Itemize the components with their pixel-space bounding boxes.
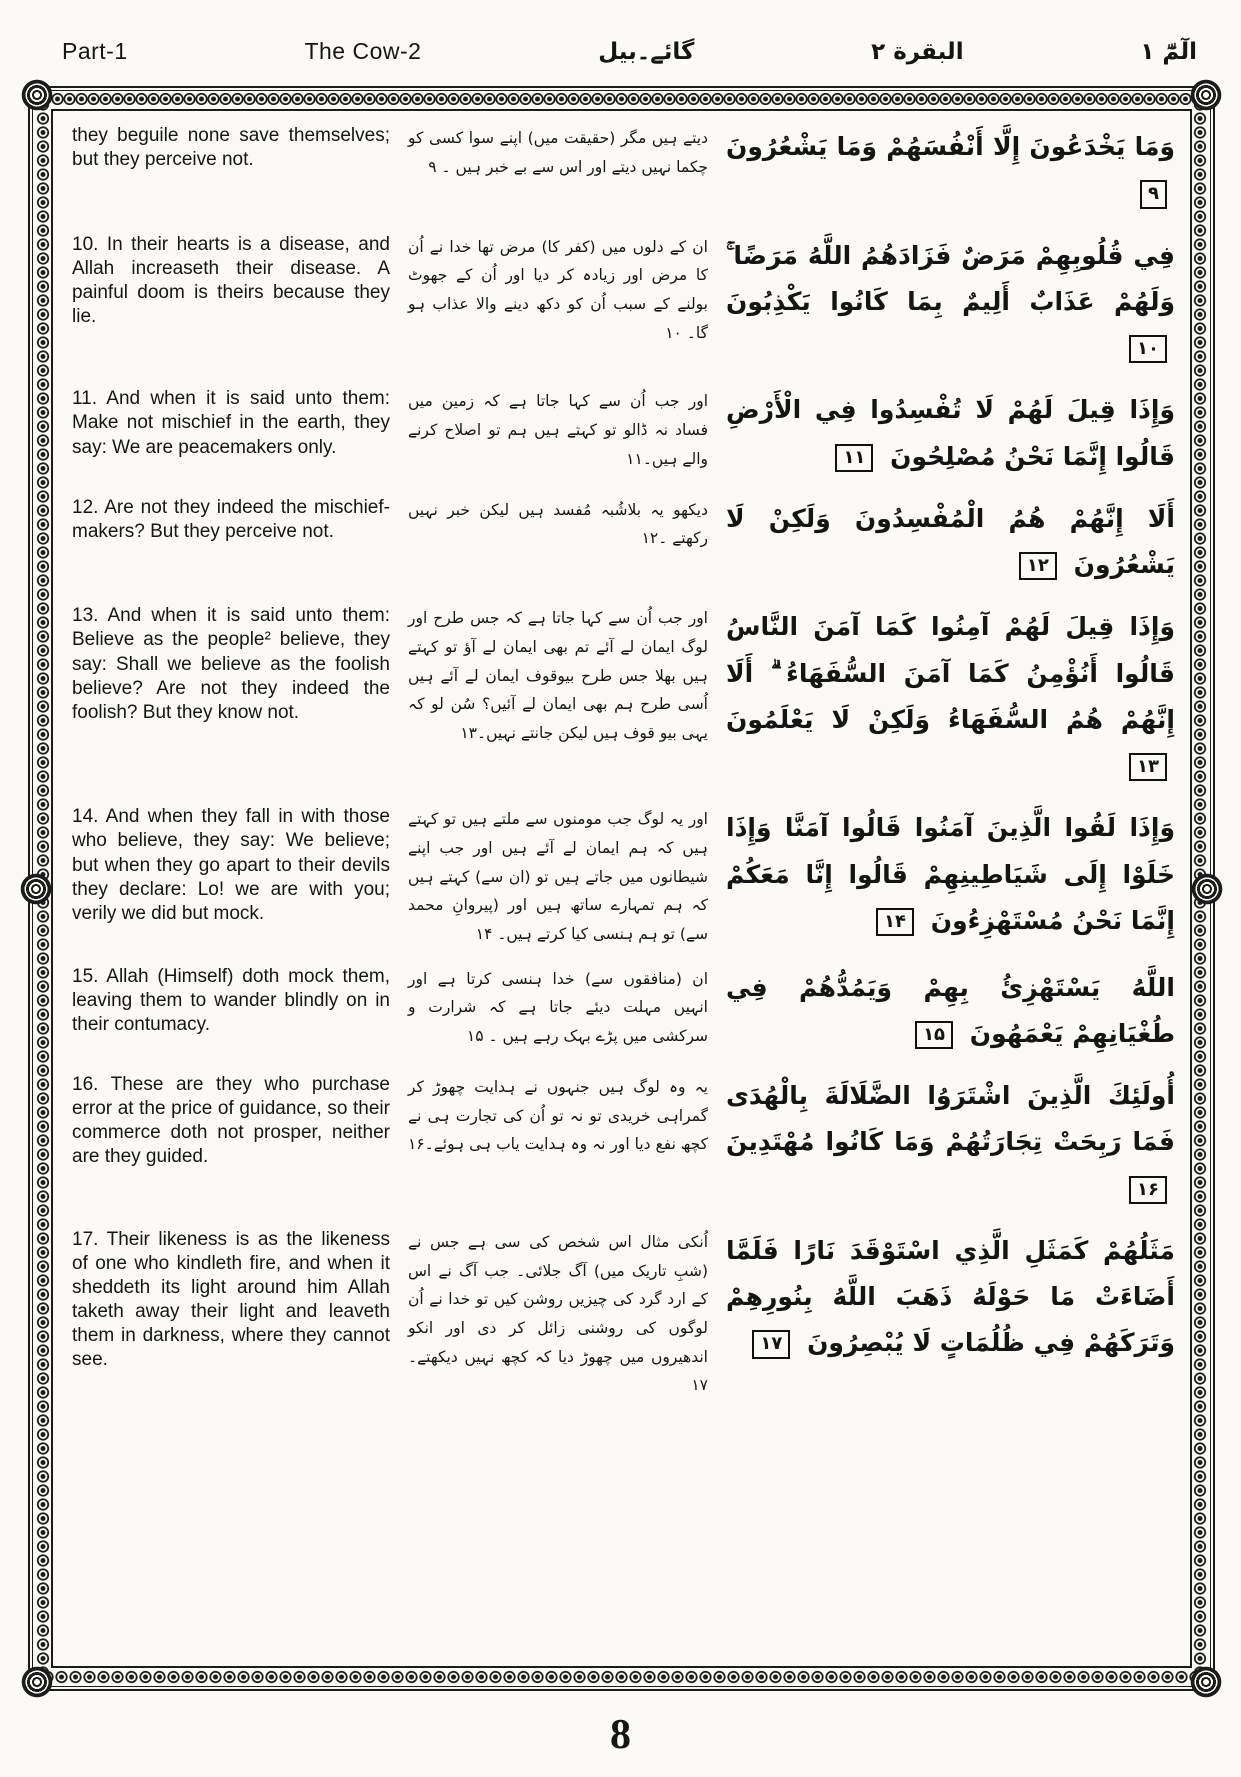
verses-content <box>64 118 1179 1663</box>
verse-number-box: ۱۱ <box>835 444 873 472</box>
part-label: Part-1 <box>62 38 128 64</box>
arabic-verse-words: أَلَا إِنَّهُمْ هُمُ الْمُفْسِدُونَ وَلَكِنْ لَا يَشْعُرُونَ <box>726 503 1175 579</box>
verse-arabic-text <box>726 965 1175 1058</box>
verse-arabic-text <box>726 233 1175 372</box>
arabic-verse-words: وَإِذَا قِيلَ لَهُمْ لَا تُفْسِدُوا فِي الْأَرْضِ قَالُوا إِنَّمَا نَحْنُ مُصْلِحُونَ <box>726 395 1175 471</box>
surah-title-arabic: البقرة ٢ <box>871 39 964 65</box>
verse-english-text: 16. These are they who purchase error at the price of guidance, so their commerce doth not prosper, neither are they guided. <box>72 1074 390 1168</box>
verse-number-box: ۱۵ <box>915 1021 953 1049</box>
verse-english-text: 14. And when they fall in with those who believe, they say: We believe; but when they go apart to their devils they declare: Lo! we are with you; verily we did but mock. <box>72 806 390 924</box>
verse-english-text: 12. Are not they indeed the mischief-makers? But they perceive not. <box>72 496 390 542</box>
page-number: 8 <box>610 1712 631 1758</box>
verse-urdu-text: یہ وہ لوگ ہیں جنہوں نے ہدایت چھوڑ کر گمراہی خریدی تو نہ تو اُن کی تجارت ہی نے کچھ نفع دیا اور نہ وہ ہدایت یاب ہی ہوئے۔۱۶ <box>407 1078 708 1154</box>
rosette-icon <box>21 1666 53 1698</box>
verse-row-10 <box>68 233 1175 372</box>
verse-urdu-text: اور جب اُن سے کہا جاتا ہے کہ جس طرح اور لوگ ایمان لے آئے تم بھی ایمان لے آؤ تو کہتے ہیں بھلا جس طرح بیوقوف ایمان لے آئے ہیں اُسی طرح ہم بھی ایمان لے آئیں؟ سُن لو کہ یہی بیو قوف ہیں لیکن جانتے نہیں۔۱۳ <box>408 609 708 742</box>
rosette-icon <box>1191 873 1223 905</box>
verse-number-box: ۱۴ <box>876 908 914 936</box>
verse-number-box: ۱۶ <box>1129 1176 1167 1204</box>
verse-arabic-text <box>726 604 1175 789</box>
verse-number-box: ۱۰ <box>1129 335 1167 363</box>
verse-arabic-text <box>726 496 1175 589</box>
verse-english-text: 10. In their hearts is a disease, and Allah increaseth their disease. A painful doom is theirs because they lie. <box>72 233 390 327</box>
rosette-icon <box>1190 1666 1222 1698</box>
border-ornament-top <box>46 93 1197 105</box>
rosette-icon <box>21 79 53 111</box>
verse-row-17 <box>68 1228 1175 1400</box>
verse-arabic-text <box>726 124 1175 217</box>
verse-row-12 <box>68 496 1175 589</box>
verse-number-box: ۱۳ <box>1129 753 1167 781</box>
arabic-verse-words: اللَّهُ يَسْتَهْزِئُ بِهِمْ وَيَمُدُّهُمْ فِي طُغْيَانِهِمْ يَعْمَهُونَ <box>726 972 1175 1048</box>
decorative-border-frame <box>28 86 1215 1691</box>
verse-arabic-text <box>726 1228 1175 1400</box>
verse-english-text: 13. And when it is said unto them: Believe as the people² believe, they say: Shall we believe as the foolish believe? Are not they indeed the foolish? But they know not. <box>72 605 390 723</box>
verse-urdu-text: ان کے دلوں میں (کفر کا) مرض تھا خدا نے اُن کا مرض اور زیادہ کر دیا اور اُن کے جھوٹ بولنے کے سبب اُن کو دکھ دینے والا عذاب ہو گا۔ ۱۰ <box>408 237 708 342</box>
arabic-verse-words: مَثَلُهُمْ كَمَثَلِ الَّذِي اسْتَوْقَدَ نَارًا فَلَمَّا أَضَاءَتْ مَا حَوْلَهُ ذَهَبَ اللَّهُ بِنُورِهِمْ وَتَرَكَهُمْ فِي ظُلُمَاتٍ لَا يُبْصِرُونَ <box>726 1235 1175 1358</box>
verse-urdu-text: اُنکی مثال اس شخص کی سی ہے جس نے (شبِ تاریک میں) آگ جلائی۔ جب آگ نے اس کے ارد گرد کی چیزیں روشن کیں تو خدا نے اُن لوگوں کی روشنی زائل کر دی اور انکو اندھیروں میں چھوڑ دیا کہ کچھ نہیں دیکھتے۔۱۷ <box>408 1232 708 1395</box>
verse-english-text: 15. Allah (Himself) doth mock them, leaving them to wander blindly on in their contumacy. <box>72 965 390 1035</box>
verse-english-text: 11. And when it is said unto them: Make not mischief in the earth, they say: We are peacemakers only. <box>72 388 390 458</box>
surah-title-urdu: گائے۔بیل <box>598 39 695 65</box>
verse-english-text: 17. Their likeness is as the likeness of one who kindleth fire, and when it sheddeth its light around him Allah taketh away their light and leaveth them in darkness, where they cannot see. <box>72 1228 390 1371</box>
verse-urdu-text: دیکھو یہ بلاشُبہ مُفسد ہیں لیکن خبر نہیں رکھتے ۔۱۲ <box>408 500 708 548</box>
verse-row-13 <box>68 604 1175 789</box>
verse-number-box: ۹ <box>1140 180 1167 208</box>
verse-row-15 <box>68 965 1175 1058</box>
arabic-verse-words: فِي قُلُوبِهِمْ مَرَضٌ فَزَادَهُمُ اللَّهُ مَرَضًا ۚ وَلَهُمْ عَذَابٌ أَلِيمٌ بِمَا كَانُوا يَكْذِبُونَ <box>726 240 1175 316</box>
verse-urdu-text: ان (منافقوں سے) خدا ہنسی کرتا ہے اور انہیں مہلت دیئے جاتا ہے کہ شرارت و سرکشی میں پڑے بہک رہے ہیں ۔ ۱۵ <box>408 969 708 1045</box>
verse-row-11 <box>68 387 1175 480</box>
verse-urdu-text: اور جب اُن سے کہا جاتا ہے کہ زمین میں فساد نہ ڈالو تو کہتے ہیں ہم تو اصلاح کرنے والے ہیں۔۱۱ <box>408 392 708 468</box>
verse-urdu-text: دیتے ہیں مگر (حقیقت میں) اپنے سوا کسی کو چکما نہیں دیتے اور اس سے بے خبر ہیں ۔ ۹ <box>408 129 708 176</box>
arabic-verse-words: أُولَئِكَ الَّذِينَ اشْتَرَوُا الضَّلَالَةَ بِالْهُدَى فَمَا رَبِحَتْ تِجَارَتُهُمْ وَمَا كَانُوا مُهْتَدِينَ <box>726 1081 1175 1157</box>
surah-title-english: The Cow-2 <box>304 38 422 64</box>
verse-urdu-text: اور یہ لوگ جب مومنوں سے ملتے ہیں تو کہتے ہیں کہ ہم ایمان لے آئے ہیں اور جب اپنے شیطانوں میں جاتے ہیں تو (ان سے) کہتے ہیں کہ ہم تمہارے ساتھ ہیں اور (پیروانِ محمد سے) تو ہم ہنسی کیا کرتے ہیں۔ ۱۴ <box>408 810 708 943</box>
verse-row-9 <box>68 124 1175 217</box>
surah-initials: الٓمّٓ ١ <box>1140 39 1197 65</box>
verse-row-14 <box>68 805 1175 948</box>
verse-arabic-text <box>726 805 1175 948</box>
rosette-icon <box>20 873 52 905</box>
border-ornament-bottom <box>46 1670 1197 1684</box>
arabic-verse-words: وَإِذَا قِيلَ لَهُمْ آمِنُوا كَمَا آمَنَ النَّاسُ قَالُوا أَنُؤْمِنُ كَمَا آمَنَ السُّفَهَاءُ ۗ أَلَا إِنَّهُمْ هُمُ السُّفَهَاءُ وَلَكِنْ لَا يَعْلَمُونَ <box>726 612 1175 734</box>
verse-arabic-text <box>726 387 1175 480</box>
rosette-icon <box>1190 79 1222 111</box>
verse-number-box: ۱۲ <box>1019 552 1057 580</box>
verse-arabic-text <box>726 1073 1175 1212</box>
arabic-verse-words: وَإِذَا لَقُوا الَّذِينَ آمَنُوا قَالُوا آمَنَّا وَإِذَا خَلَوْا إِلَى شَيَاطِينِهِمْ قَالُوا إِنَّا مَعَكُمْ إِنَّمَا نَحْنُ مُسْتَهْزِءُونَ <box>726 813 1175 935</box>
verse-english-text: they beguile none save themselves; but they perceive not. <box>72 125 390 171</box>
verse-number-box: ۱۷ <box>752 1330 790 1358</box>
arabic-verse-words: وَمَا يَخْدَعُونَ إِلَّا أَنْفُسَهُمْ وَمَا يَشْعُرُونَ <box>726 132 1175 161</box>
page-header <box>62 38 1197 65</box>
verse-row-16 <box>68 1073 1175 1212</box>
